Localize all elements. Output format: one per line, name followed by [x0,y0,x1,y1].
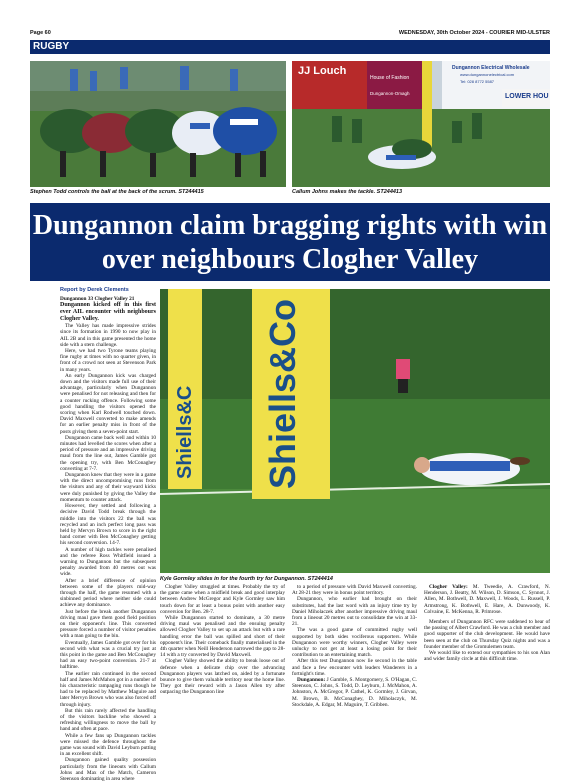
paragraph: However, they settled and following a decisive David Todd break through the middle into the visitors 22 the ball was recycled and an inch perfect long pass was held by Mervyn Brown to score in the right hand corner with Ben McConaghey getting his second conversion. 14-7. [60,503,156,547]
byline: Report by Derek Clements [60,287,129,293]
paragraph: The Valley has made impressive strides since its formation in 1990 to now play in AIL 2B and in this game presented the home side with a stern challenge. [60,323,156,348]
paragraph: The earlier rain continued in the second half and James McMahon got in a number of his characteristic rampaging runs though he had to be replaced by Matthew Maguire and later Mervyn Brown who was also forced off through injury. [60,670,156,708]
post-pad-sign-left: Shiells&C [174,385,196,479]
jj-sign: JJ Louch [298,65,347,77]
tribute-paragraph: Members of Dungannon RFC were saddened to hear of the passing of Albert Crawford. He was a club member and good supporter of the club development. He would have been seen at the club on Thursday Quiz nights and was a founder member of the Gromulemen team. [424,619,550,650]
tribute-paragraph: We would like to extend our sympathies to his son Alan and wider family circle at this difficult time. [424,650,550,663]
try-photo-graphic [160,289,550,573]
paragraph: A number of high tackles were penalised and the referee Ross Whitfield issued a warning to Dungannon but the subsequent penalty awarded from 40 metres out was wide. [60,546,156,578]
headline: Dungannon claim bragging rights with win over neighbours Clogher Valley [30,203,550,281]
paragraph: to a period of pressure with David Maxwell converting. At 28-21 they were in bonus point territory. [292,584,417,597]
article-lead: Dungannon kicked off in this first ever AIL encounter with neighbours Clogher Valley. [60,302,156,323]
electrical-sign: Dungannon Electrical Wholesale [452,65,530,71]
paragraph: Clogher Valley struggled at times. Probably the try of the game came when a midfield break and good interplay between Andrew McGregor and Kyle Gormley saw him touch down for at least a bonus point with another easy conversion for Ben. 28-7. [160,584,285,615]
page-header [30,28,550,38]
lower-sign: LOWER HOU [505,93,549,100]
post-pad-sign-right: Shiells&Co [262,298,303,489]
match-score: Dungannon 33 Clogher Valley 21 [60,296,135,302]
paragraph: After this test Dungannon now lie second in the table and face a few encounter with leaders Wanderers in a fortnight's time. [292,658,417,677]
paragraph: While a few fans up Dungannon tackles were missed the defence throughout the game was sound with David Leyburn putting in an excellent shift. [60,732,156,758]
team-dungannon-list: J Gamble, S. Montgomery, S. O'Hagan, C. Steenson, C. Johns, S. Todd, D. Leyburn, J. McMahon, A. Johnston, A. McGregor, P. Cathel, K. Gormley, J. Girvan, M. Brown, B. McConaghey, D. Miholaczyk, M. Stockdale, A. Edgar, M. Maguire, T. Gribben. [292,677,417,708]
electrical-url: www.dungannonelectrical.com [460,72,515,77]
article-column-1 [60,296,156,782]
electrical-tel: Tel: 028 8772 5587 [460,79,495,84]
photo-tackle [292,61,550,187]
paragraph: But this rain rarely affected the handling of the visitors backline who showed a refreshing willingness to move the ball by hand and often at pace. [60,707,156,733]
caption-try: Kyle Gormley slides in for the fourth try for Dungannon. ST244414 [160,576,333,582]
paragraph: Dungannon knew that they were in a game with the direct uncompromising runs from the visitors and any of their wayward kicks were duly punished by giving the Valley the momentum to counter attack. [60,472,156,503]
team-clogher [424,584,550,615]
team-dungannon [292,677,417,708]
paragraph: While Dungannon started to dominate, a 30 metre driving maul was penalised and the ensuing penalty allowed Clogher Valley to set up an attack but with a rare handling error the ball was spilled and short of their opponent's line. Their comeback finally materialised in the 4th quarter when Neill Henderson narrowed the gap to 28-14 with a try converted by David Maxwell. [160,615,285,659]
article-column-2 [160,584,285,726]
page-number: Page 60 [30,30,51,36]
caption-tackle: Callum Johns makes the tackle. ST244413 [292,189,403,195]
scrum-photo-graphic [30,61,286,187]
issue-date: WEDNESDAY, 30th October 2024 - COURIER MID-ULSTER [398,30,550,36]
photo-scrum [30,61,286,187]
paragraph: After a brief difference of opinion between some of the players mid-way through the half, the game resumed with a sinbinned period where neither side could achieve any dominance. [60,577,156,609]
article-column-4 [424,584,550,726]
section-label: RUGBY [30,40,550,54]
paragraph: Here, we had two Tyrone teams playing fine rugby at times with no quarter given, in front of a crowd not seen at Stevenson Park in many years. [60,348,156,373]
article-column-3 [292,584,417,726]
paragraph: Clogher Valley showed the ability to break loose out of defence when a delicate chip over the advancing Dungannon players was latched on, aided by a fortunate bounce to give them valuable territory near the home line. They got their reward with a Jason Allen try after outpacing the Dungannon line [160,658,285,696]
paragraph: Just before the break another Dungannon driving maul gave them good field position on their opponent's line. This converted pressure forced a number of visitor penalties with a man going to the bin. [60,608,156,640]
team-dungannon-label: Dungannon: [297,677,326,684]
fashion-place: Dungannon-Omagh [370,91,410,96]
paragraph: Eventually, James Gamble got over for his second with what was a crucial try just at this point in the game and Ben McConaghey had an easy two-point conversion. 21-7 at halftime. [60,639,156,671]
tackle-players-graphic [292,61,550,187]
paragraph: The was a good game of committed rugby well supported by both sides vociferous supporters. While Dungannon were worthy winners, Clogher Valley were unlucky to not get at least a losing point for their contribution to an entertaining match. [292,627,417,659]
team-clogher-label: Clogher Valley: [429,584,468,590]
photo-try [160,289,550,573]
caption-scrum: Stephen Todd controls the ball at the back of the scrum. ST244415 [30,189,204,195]
paragraph: An early Dungannon kick was charged down and the visitors made full use of their advantage, particularly when Dungannon were penalised for not releasing and then for a counter rucking offence. Following some good handling the visitors opened the scoring when Karl Rodwell touched down. David Maxwell converted to make amends for an earlier penalty miss in front of the posts giving them a seven-point start. [60,372,156,435]
paragraph: Dungannon gained quality possession particularly from the lineouts with Callum Johns and Max of the Match, Cameron Steenson dominating in area where [60,757,156,782]
team-clogher-list: M. Tweedie, A. Crawford, N. Henderson, J. Beatty, M. Wilson, D. Simson, C. Synnot, J. Allen, M. Bothwell, D. Maxwell, J. Woods, L. Russell, P. Armstrong, K. Bothwell, E. Hare, A. Dunwoody, K. Colvaine, E. McKenna, R. Primrose. [424,584,550,615]
paragraph: Dungannon, who earlier had brought on their substitutes, had the last word with an injury time try by Daniel Miholaczek after another impressive driving maul from a lineout 20 metres out to consolidate the win at 33-21. [292,596,417,628]
paragraph: Dungannon came back well and within 10 minutes had levelled the scores when after a period of pressure and an impressive driving maul from the line out, James Gamble got the opening try, with Ben McConaghey converting at 7-7. [60,434,156,472]
fashion-sign: House of Fashion [370,75,410,81]
